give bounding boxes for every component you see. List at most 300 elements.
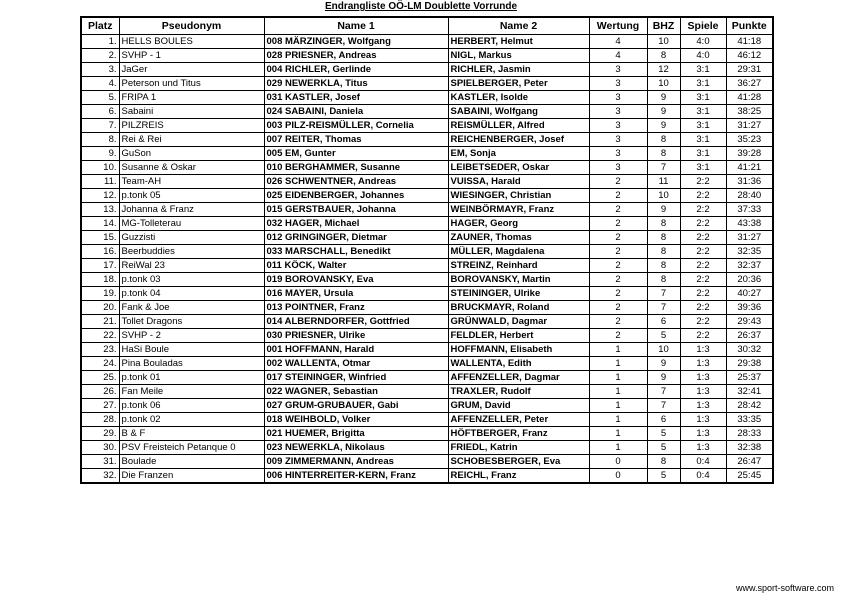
cell-punkte: 25:45 xyxy=(726,469,773,484)
cell-wertung: 2 xyxy=(589,259,647,273)
cell-punkte: 46:12 xyxy=(726,49,773,63)
cell-name1: 009 ZIMMERMANN, Andreas xyxy=(264,455,448,469)
cell-pseudonym: Fank & Joe xyxy=(119,301,264,315)
cell-platz: 32. xyxy=(81,469,119,484)
cell-bhz: 8 xyxy=(647,231,680,245)
cell-bhz: 5 xyxy=(647,427,680,441)
table-row xyxy=(81,161,773,175)
table-row xyxy=(81,147,773,161)
cell-punkte: 29:38 xyxy=(726,357,773,371)
cell-spiele: 1:3 xyxy=(680,427,726,441)
cell-bhz: 10 xyxy=(647,35,680,49)
cell-name2: MÜLLER, Magdalena xyxy=(448,245,589,259)
cell-bhz: 7 xyxy=(647,301,680,315)
cell-wertung: 2 xyxy=(589,287,647,301)
cell-punkte: 29:43 xyxy=(726,315,773,329)
cell-spiele: 2:2 xyxy=(680,245,726,259)
cell-pseudonym: Guzzisti xyxy=(119,231,264,245)
cell-spiele: 2:2 xyxy=(680,287,726,301)
cell-bhz: 7 xyxy=(647,399,680,413)
cell-platz: 12. xyxy=(81,189,119,203)
cell-platz: 29. xyxy=(81,427,119,441)
cell-platz: 31. xyxy=(81,455,119,469)
cell-spiele: 2:2 xyxy=(680,217,726,231)
cell-name2: HOFFMANN, Elisabeth xyxy=(448,343,589,357)
footer-url: www.sport-software.com xyxy=(735,583,834,593)
cell-punkte: 39:36 xyxy=(726,301,773,315)
cell-pseudonym: Team-AH xyxy=(119,175,264,189)
cell-name1: 028 PRIESNER, Andreas xyxy=(264,49,448,63)
cell-wertung: 2 xyxy=(589,189,647,203)
table-row xyxy=(81,273,773,287)
cell-punkte: 36:27 xyxy=(726,77,773,91)
cell-spiele: 3:1 xyxy=(680,63,726,77)
cell-wertung: 3 xyxy=(589,63,647,77)
cell-platz: 10. xyxy=(81,161,119,175)
table-row xyxy=(81,105,773,119)
cell-name1: 012 GRINGINGER, Dietmar xyxy=(264,231,448,245)
cell-name1: 032 HAGER, Michael xyxy=(264,217,448,231)
cell-name2: LEIBETSEDER, Oskar xyxy=(448,161,589,175)
cell-name1: 031 KASTLER, Josef xyxy=(264,91,448,105)
cell-bhz: 11 xyxy=(647,175,680,189)
cell-bhz: 10 xyxy=(647,77,680,91)
cell-bhz: 5 xyxy=(647,469,680,484)
cell-wertung: 1 xyxy=(589,371,647,385)
cell-platz: 25. xyxy=(81,371,119,385)
cell-name2: HÖFTBERGER, Franz xyxy=(448,427,589,441)
cell-platz: 19. xyxy=(81,287,119,301)
cell-spiele: 2:2 xyxy=(680,175,726,189)
cell-spiele: 1:3 xyxy=(680,343,726,357)
cell-bhz: 8 xyxy=(647,455,680,469)
cell-wertung: 1 xyxy=(589,441,647,455)
cell-name2: EM, Sonja xyxy=(448,147,589,161)
cell-platz: 27. xyxy=(81,399,119,413)
cell-platz: 24. xyxy=(81,357,119,371)
cell-name1: 004 RICHLER, Gerlinde xyxy=(264,63,448,77)
cell-bhz: 9 xyxy=(647,91,680,105)
cell-spiele: 3:1 xyxy=(680,105,726,119)
cell-name2: FELDLER, Herbert xyxy=(448,329,589,343)
cell-spiele: 2:2 xyxy=(680,301,726,315)
cell-platz: 16. xyxy=(81,245,119,259)
cell-platz: 7. xyxy=(81,119,119,133)
cell-pseudonym: Rei & Rei xyxy=(119,133,264,147)
cell-punkte: 41:28 xyxy=(726,91,773,105)
table-row xyxy=(81,245,773,259)
cell-name2: WIESINGER, Christian xyxy=(448,189,589,203)
cell-platz: 23. xyxy=(81,343,119,357)
cell-pseudonym: SVHP - 1 xyxy=(119,49,264,63)
cell-bhz: 7 xyxy=(647,161,680,175)
cell-wertung: 1 xyxy=(589,385,647,399)
table-row xyxy=(81,91,773,105)
table-row xyxy=(81,385,773,399)
cell-name2: GRÜNWALD, Dagmar xyxy=(448,315,589,329)
cell-punkte: 31:36 xyxy=(726,175,773,189)
cell-spiele: 2:2 xyxy=(680,203,726,217)
cell-bhz: 9 xyxy=(647,119,680,133)
table-row xyxy=(81,469,773,484)
cell-name2: HERBERT, Helmut xyxy=(448,35,589,49)
cell-punkte: 40:27 xyxy=(726,287,773,301)
cell-bhz: 7 xyxy=(647,385,680,399)
cell-wertung: 2 xyxy=(589,315,647,329)
table-row xyxy=(81,371,773,385)
cell-bhz: 9 xyxy=(647,357,680,371)
col-header-pseudonym: Pseudonym xyxy=(119,17,264,35)
table-row xyxy=(81,329,773,343)
cell-name2: BRUCKMAYR, Roland xyxy=(448,301,589,315)
cell-pseudonym: Beerbuddies xyxy=(119,245,264,259)
cell-spiele: 1:3 xyxy=(680,413,726,427)
cell-platz: 26. xyxy=(81,385,119,399)
cell-name1: 008 MÄRZINGER, Wolfgang xyxy=(264,35,448,49)
cell-punkte: 32:35 xyxy=(726,245,773,259)
table-row xyxy=(81,35,773,49)
cell-name1: 018 WEIHBOLD, Volker xyxy=(264,413,448,427)
cell-punkte: 41:21 xyxy=(726,161,773,175)
cell-name2: REICHL, Franz xyxy=(448,469,589,484)
table-row xyxy=(81,441,773,455)
table-row xyxy=(81,259,773,273)
cell-wertung: 3 xyxy=(589,147,647,161)
cell-pseudonym: SVHP - 2 xyxy=(119,329,264,343)
cell-platz: 17. xyxy=(81,259,119,273)
cell-spiele: 1:3 xyxy=(680,399,726,413)
cell-pseudonym: MG-Tolleterau xyxy=(119,217,264,231)
cell-wertung: 2 xyxy=(589,301,647,315)
cell-platz: 30. xyxy=(81,441,119,455)
cell-pseudonym: Die Franzen xyxy=(119,469,264,484)
table-row xyxy=(81,301,773,315)
cell-punkte: 33:35 xyxy=(726,413,773,427)
cell-spiele: 2:2 xyxy=(680,273,726,287)
table-row xyxy=(81,217,773,231)
cell-bhz: 6 xyxy=(647,413,680,427)
cell-bhz: 7 xyxy=(647,287,680,301)
cell-name2: GRUM, David xyxy=(448,399,589,413)
cell-wertung: 1 xyxy=(589,427,647,441)
cell-platz: 8. xyxy=(81,133,119,147)
cell-name1: 003 PILZ-REISMÜLLER, Cornelia xyxy=(264,119,448,133)
cell-name1: 015 GERSTBAUER, Johanna xyxy=(264,203,448,217)
cell-pseudonym: Peterson und Titus xyxy=(119,77,264,91)
cell-name2: HAGER, Georg xyxy=(448,217,589,231)
cell-punkte: 32:37 xyxy=(726,259,773,273)
ranking-table xyxy=(80,16,774,484)
table-row xyxy=(81,49,773,63)
cell-wertung: 2 xyxy=(589,245,647,259)
col-header-wertung: Wertung xyxy=(589,17,647,35)
cell-pseudonym: HELLS BOULES xyxy=(119,35,264,49)
cell-bhz: 8 xyxy=(647,147,680,161)
cell-wertung: 2 xyxy=(589,231,647,245)
cell-bhz: 8 xyxy=(647,217,680,231)
table-row xyxy=(81,203,773,217)
cell-wertung: 4 xyxy=(589,49,647,63)
cell-punkte: 31:27 xyxy=(726,119,773,133)
cell-pseudonym: p.tonk 01 xyxy=(119,371,264,385)
cell-bhz: 8 xyxy=(647,259,680,273)
cell-bhz: 9 xyxy=(647,105,680,119)
table-row xyxy=(81,63,773,77)
cell-pseudonym: Fan Meile xyxy=(119,385,264,399)
cell-platz: 5. xyxy=(81,91,119,105)
cell-bhz: 8 xyxy=(647,273,680,287)
cell-name1: 013 POINTNER, Franz xyxy=(264,301,448,315)
cell-bhz: 9 xyxy=(647,371,680,385)
cell-pseudonym: p.tonk 04 xyxy=(119,287,264,301)
cell-spiele: 2:2 xyxy=(680,315,726,329)
cell-spiele: 2:2 xyxy=(680,259,726,273)
cell-wertung: 2 xyxy=(589,175,647,189)
cell-spiele: 2:2 xyxy=(680,189,726,203)
cell-pseudonym: p.tonk 06 xyxy=(119,399,264,413)
cell-bhz: 8 xyxy=(647,245,680,259)
cell-platz: 11. xyxy=(81,175,119,189)
cell-name1: 002 WALLENTA, Otmar xyxy=(264,357,448,371)
table-body xyxy=(81,35,773,484)
cell-name1: 030 PRIESNER, Ulrike xyxy=(264,329,448,343)
cell-bhz: 5 xyxy=(647,329,680,343)
cell-spiele: 1:3 xyxy=(680,385,726,399)
cell-name2: RICHLER, Jasmin xyxy=(448,63,589,77)
cell-name1: 025 EIDENBERGER, Johannes xyxy=(264,189,448,203)
cell-pseudonym: p.tonk 03 xyxy=(119,273,264,287)
table-row xyxy=(81,399,773,413)
cell-wertung: 0 xyxy=(589,469,647,484)
cell-punkte: 32:41 xyxy=(726,385,773,399)
cell-punkte: 25:37 xyxy=(726,371,773,385)
cell-name2: BOROVANSKY, Martin xyxy=(448,273,589,287)
cell-name1: 014 ALBERNDORFER, Gottfried xyxy=(264,315,448,329)
cell-bhz: 12 xyxy=(647,63,680,77)
cell-bhz: 10 xyxy=(647,189,680,203)
cell-punkte: 41:18 xyxy=(726,35,773,49)
cell-name2: TRAXLER, Rudolf xyxy=(448,385,589,399)
cell-spiele: 4:0 xyxy=(680,49,726,63)
cell-name2: SPIELBERGER, Peter xyxy=(448,77,589,91)
cell-pseudonym: PSV Freisteich Petanque 0 xyxy=(119,441,264,455)
cell-name1: 019 BOROVANSKY, Eva xyxy=(264,273,448,287)
cell-punkte: 43:38 xyxy=(726,217,773,231)
cell-name1: 023 NEWERKLA, Nikolaus xyxy=(264,441,448,455)
cell-platz: 18. xyxy=(81,273,119,287)
cell-name2: REISMÜLLER, Alfred xyxy=(448,119,589,133)
cell-wertung: 3 xyxy=(589,161,647,175)
cell-wertung: 2 xyxy=(589,203,647,217)
cell-punkte: 32:38 xyxy=(726,441,773,455)
cell-platz: 13. xyxy=(81,203,119,217)
cell-spiele: 3:1 xyxy=(680,77,726,91)
cell-name1: 011 KÖCK, Walter xyxy=(264,259,448,273)
col-header-punkte: Punkte xyxy=(726,17,773,35)
table-row xyxy=(81,77,773,91)
table-row xyxy=(81,315,773,329)
cell-platz: 20. xyxy=(81,301,119,315)
cell-name1: 007 REITER, Thomas xyxy=(264,133,448,147)
cell-name2: NIGL, Markus xyxy=(448,49,589,63)
cell-platz: 14. xyxy=(81,217,119,231)
cell-name1: 029 NEWERKLA, Titus xyxy=(264,77,448,91)
header-row xyxy=(81,17,773,35)
cell-platz: 21. xyxy=(81,315,119,329)
cell-wertung: 2 xyxy=(589,217,647,231)
cell-spiele: 4:0 xyxy=(680,35,726,49)
cell-name2: SCHOBESBERGER, Eva xyxy=(448,455,589,469)
cell-punkte: 26:37 xyxy=(726,329,773,343)
cell-wertung: 3 xyxy=(589,119,647,133)
col-header-name2: Name 2 xyxy=(448,17,589,35)
cell-wertung: 1 xyxy=(589,413,647,427)
cell-spiele: 3:1 xyxy=(680,91,726,105)
cell-bhz: 8 xyxy=(647,133,680,147)
cell-punkte: 38:25 xyxy=(726,105,773,119)
table-row xyxy=(81,455,773,469)
cell-pseudonym: B & F xyxy=(119,427,264,441)
cell-punkte: 31:27 xyxy=(726,231,773,245)
cell-punkte: 20:36 xyxy=(726,273,773,287)
cell-punkte: 28:42 xyxy=(726,399,773,413)
cell-pseudonym: PILZREIS xyxy=(119,119,264,133)
cell-punkte: 37:33 xyxy=(726,203,773,217)
cell-punkte: 28:33 xyxy=(726,427,773,441)
cell-pseudonym: p.tonk 05 xyxy=(119,189,264,203)
cell-pseudonym: GuSon xyxy=(119,147,264,161)
cell-platz: 1. xyxy=(81,35,119,49)
cell-bhz: 8 xyxy=(647,49,680,63)
cell-wertung: 4 xyxy=(589,35,647,49)
cell-pseudonym: ReiWal 23 xyxy=(119,259,264,273)
cell-name1: 017 STEININGER, Winfried xyxy=(264,371,448,385)
cell-wertung: 1 xyxy=(589,357,647,371)
cell-name1: 033 MARSCHALL, Benedikt xyxy=(264,245,448,259)
col-header-spiele: Spiele xyxy=(680,17,726,35)
cell-name2: KASTLER, Isolde xyxy=(448,91,589,105)
col-header-name1: Name 1 xyxy=(264,17,448,35)
cell-name1: 027 GRUM-GRUBAUER, Gabi xyxy=(264,399,448,413)
cell-platz: 9. xyxy=(81,147,119,161)
cell-wertung: 1 xyxy=(589,343,647,357)
cell-name1: 022 WAGNER, Sebastian xyxy=(264,385,448,399)
cell-wertung: 1 xyxy=(589,399,647,413)
cell-name2: STREINZ, Reinhard xyxy=(448,259,589,273)
cell-wertung: 0 xyxy=(589,455,647,469)
cell-name2: ZAUNER, Thomas xyxy=(448,231,589,245)
cell-wertung: 2 xyxy=(589,273,647,287)
cell-spiele: 3:1 xyxy=(680,147,726,161)
cell-platz: 28. xyxy=(81,413,119,427)
cell-wertung: 3 xyxy=(589,77,647,91)
col-header-bhz: BHZ xyxy=(647,17,680,35)
col-header-platz: Platz xyxy=(81,17,119,35)
cell-pseudonym: Sabaini xyxy=(119,105,264,119)
cell-name2: AFFENZELLER, Dagmar xyxy=(448,371,589,385)
cell-spiele: 3:1 xyxy=(680,133,726,147)
cell-name1: 010 BERGHAMMER, Susanne xyxy=(264,161,448,175)
cell-platz: 15. xyxy=(81,231,119,245)
cell-name1: 021 HUEMER, Brigitta xyxy=(264,427,448,441)
cell-wertung: 2 xyxy=(589,329,647,343)
cell-punkte: 29:31 xyxy=(726,63,773,77)
cell-bhz: 5 xyxy=(647,441,680,455)
cell-name1: 006 HINTERREITER-KERN, Franz xyxy=(264,469,448,484)
cell-punkte: 30:32 xyxy=(726,343,773,357)
cell-pseudonym: Tollet Dragons xyxy=(119,315,264,329)
table-row xyxy=(81,189,773,203)
cell-pseudonym: JaGer xyxy=(119,63,264,77)
table-row xyxy=(81,427,773,441)
cell-pseudonym: FRIPA 1 xyxy=(119,91,264,105)
cell-punkte: 28:40 xyxy=(726,189,773,203)
cell-pseudonym: HaSi Boule xyxy=(119,343,264,357)
cell-name1: 016 MAYER, Ursula xyxy=(264,287,448,301)
cell-name1: 001 HOFFMANN, Harald xyxy=(264,343,448,357)
cell-spiele: 1:3 xyxy=(680,441,726,455)
cell-bhz: 6 xyxy=(647,315,680,329)
cell-platz: 22. xyxy=(81,329,119,343)
cell-spiele: 0:4 xyxy=(680,469,726,484)
table-row xyxy=(81,175,773,189)
cell-wertung: 3 xyxy=(589,91,647,105)
cell-punkte: 35:23 xyxy=(726,133,773,147)
cell-name2: WALLENTA, Edith xyxy=(448,357,589,371)
table-row xyxy=(81,133,773,147)
cell-spiele: 3:1 xyxy=(680,161,726,175)
cell-spiele: 1:3 xyxy=(680,371,726,385)
cell-punkte: 39:28 xyxy=(726,147,773,161)
table-row xyxy=(81,231,773,245)
cell-pseudonym: Susanne & Oskar xyxy=(119,161,264,175)
cell-name2: AFFENZELLER, Peter xyxy=(448,413,589,427)
table-row xyxy=(81,357,773,371)
table-row xyxy=(81,343,773,357)
cell-platz: 2. xyxy=(81,49,119,63)
cell-bhz: 9 xyxy=(647,203,680,217)
cell-platz: 3. xyxy=(81,63,119,77)
page-title: Endrangliste OÖ-LM Doublette Vorrunde xyxy=(324,1,518,12)
cell-wertung: 3 xyxy=(589,133,647,147)
cell-pseudonym: Boulade xyxy=(119,455,264,469)
cell-name1: 024 SABAINI, Daniela xyxy=(264,105,448,119)
table-row xyxy=(81,119,773,133)
cell-platz: 4. xyxy=(81,77,119,91)
cell-punkte: 26:47 xyxy=(726,455,773,469)
cell-name1: 005 EM, Gunter xyxy=(264,147,448,161)
cell-pseudonym: Pina Bouladas xyxy=(119,357,264,371)
cell-name2: VUISSA, Harald xyxy=(448,175,589,189)
cell-name1: 026 SCHWENTNER, Andreas xyxy=(264,175,448,189)
cell-name2: SABAINI, Wolfgang xyxy=(448,105,589,119)
table-row xyxy=(81,287,773,301)
cell-spiele: 2:2 xyxy=(680,231,726,245)
cell-spiele: 1:3 xyxy=(680,357,726,371)
cell-spiele: 2:2 xyxy=(680,329,726,343)
cell-pseudonym: p.tonk 02 xyxy=(119,413,264,427)
cell-name2: WEINBÖRMAYR, Franz xyxy=(448,203,589,217)
cell-wertung: 3 xyxy=(589,105,647,119)
cell-pseudonym: Johanna & Franz xyxy=(119,203,264,217)
cell-bhz: 10 xyxy=(647,343,680,357)
cell-platz: 6. xyxy=(81,105,119,119)
cell-name2: REICHENBERGER, Josef xyxy=(448,133,589,147)
cell-name2: STEININGER, Ulrike xyxy=(448,287,589,301)
table-row xyxy=(81,413,773,427)
cell-spiele: 3:1 xyxy=(680,119,726,133)
cell-spiele: 0:4 xyxy=(680,455,726,469)
